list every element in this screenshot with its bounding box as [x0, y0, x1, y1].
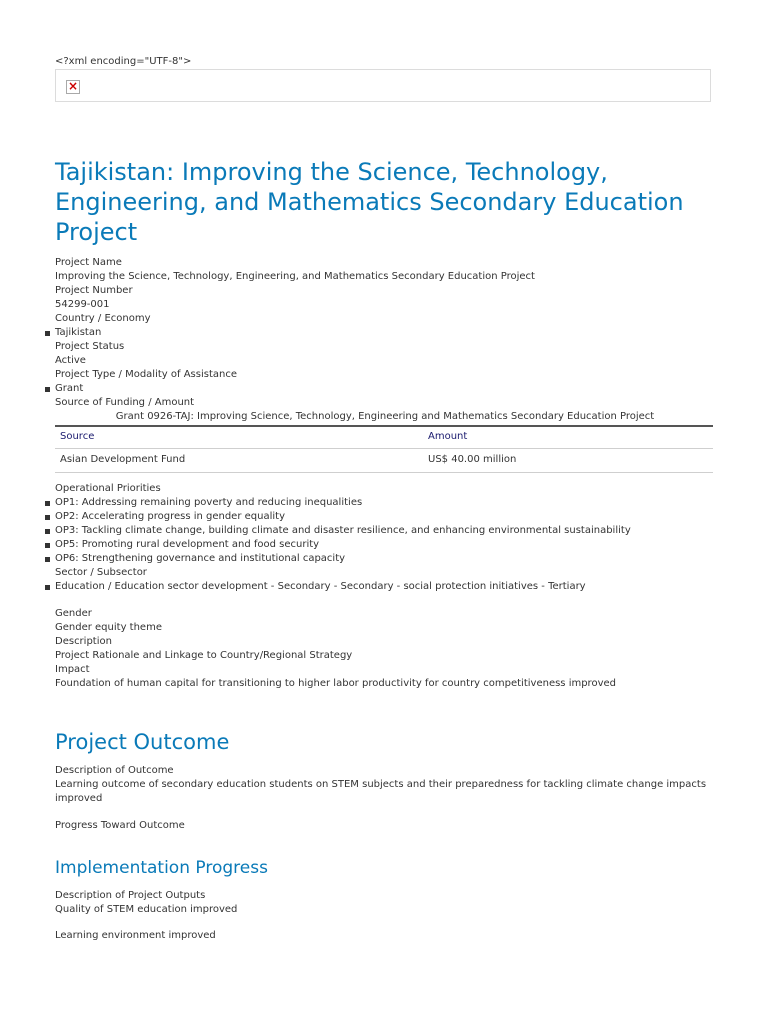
funding-table — [55, 425, 713, 473]
table-row — [55, 449, 713, 473]
description-label: Description — [55, 636, 112, 647]
country-item: Tajikistan — [55, 326, 715, 340]
page-title: Tajikistan: Improving the Science, Technology, Engineering, and Mathematics Secondary Education Project — [55, 158, 684, 246]
outcome-description-line: improved — [55, 793, 103, 804]
progress-label: Progress Toward Outcome — [55, 820, 185, 831]
status-value: Active — [55, 355, 86, 366]
progress-section — [55, 819, 715, 833]
outcome-heading: Project Outcome — [55, 730, 230, 754]
gender-description-section — [55, 607, 715, 691]
list-item: OP1: Addressing remaining poverty and reducing inequalities — [55, 496, 715, 510]
type-label: Project Type / Modality of Assistance — [55, 369, 237, 380]
description-value: Project Rationale and Linkage to Country/Regional Strategy — [55, 650, 353, 661]
list-item: OP5: Promoting rural development and food security — [55, 538, 715, 552]
project-name-label: Project Name — [55, 257, 122, 268]
broken-image-icon: × — [67, 79, 79, 93]
project-number-value: 54299-001 — [55, 299, 110, 310]
status-label: Project Status — [55, 341, 125, 352]
image-frame — [55, 69, 711, 102]
output-item: Learning environment improved — [55, 930, 216, 941]
column-header-amount: Amount — [423, 426, 713, 449]
impact-value: Foundation of human capital for transitioning to higher labor productivity for country competitiveness improved — [55, 678, 616, 689]
funding-table-wrap — [55, 425, 715, 473]
impact-label: Impact — [55, 664, 90, 675]
priorities-section — [55, 482, 715, 594]
table-header-row — [55, 426, 713, 449]
gender-value: Gender equity theme — [55, 622, 162, 633]
country-label: Country / Economy — [55, 313, 151, 324]
funding-label: Source of Funding / Amount — [55, 397, 195, 408]
sector-item: Education / Education sector development - Secondary - Secondary - social protection initiatives - Tertiary — [55, 580, 715, 594]
outcome-description-line: Learning outcome of secondary education students on STEM subjects and their preparedness for tackling climate change impacts — [55, 779, 707, 790]
outcome-section — [55, 764, 715, 806]
priorities-label: Operational Priorities — [55, 483, 161, 494]
output-item: Quality of STEM education improved — [55, 904, 238, 915]
sector-label: Sector / Subsector — [55, 567, 147, 578]
project-name-value: Improving the Science, Technology, Engineering, and Mathematics Secondary Education Project — [55, 271, 535, 282]
gender-label: Gender — [55, 608, 92, 619]
funding-caption: Grant 0926-TAJ: Improving Science, Technology, Engineering and Mathematics Secondary Education Project — [115, 411, 655, 422]
project-number-label: Project Number — [55, 285, 133, 296]
project-details — [55, 256, 715, 424]
list-item: OP6: Strengthening governance and institutional capacity — [55, 552, 715, 566]
outputs-section — [55, 889, 715, 917]
implementation-heading: Implementation Progress — [55, 858, 268, 878]
xml-declaration-text: <?xml encoding="UTF-8"> — [55, 56, 192, 67]
type-item: Grant — [55, 382, 715, 396]
list-item: OP2: Accelerating progress in gender equality — [55, 510, 715, 524]
outputs-section-2 — [55, 929, 715, 943]
column-header-source: Source — [55, 426, 423, 449]
cell-amount: US$ 40.00 million — [423, 449, 713, 473]
cell-source: Asian Development Fund — [55, 449, 423, 473]
list-item: OP3: Tackling climate change, building climate and disaster resilience, and enhancing environmental sustainability — [55, 524, 715, 538]
outcome-description-label: Description of Outcome — [55, 765, 174, 776]
outputs-label: Description of Project Outputs — [55, 890, 206, 901]
